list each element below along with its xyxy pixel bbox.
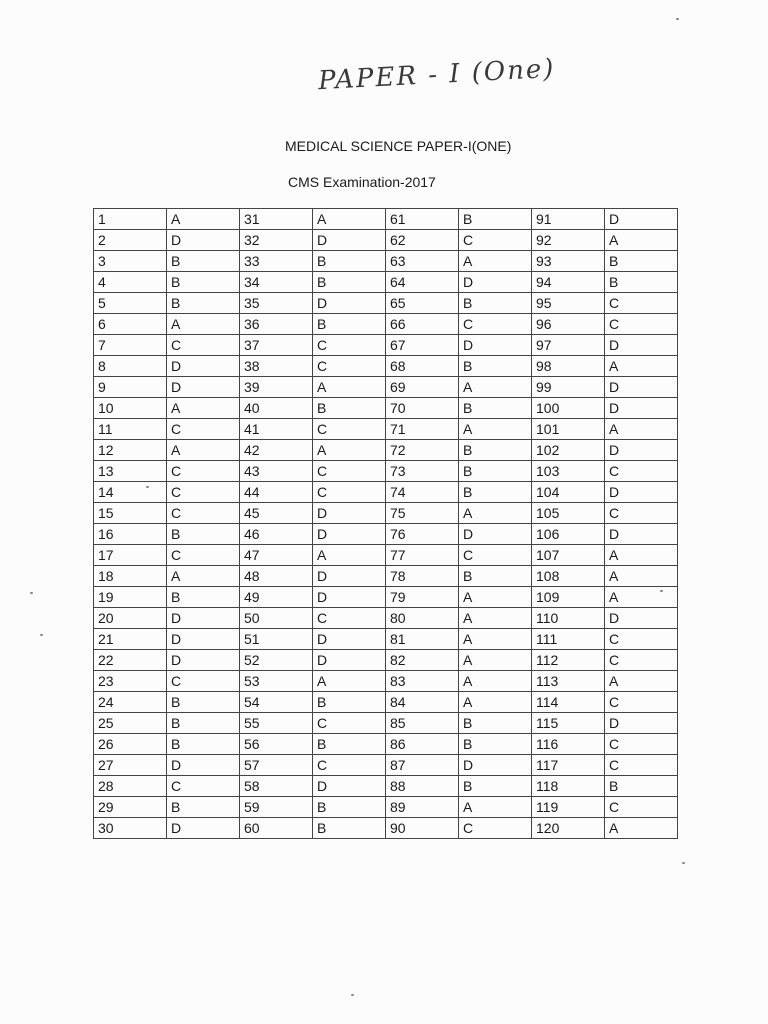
answer-cell: D [167, 755, 240, 776]
question-number-cell: 5 [94, 293, 167, 314]
answer-cell: B [459, 461, 532, 482]
question-number-cell: 81 [386, 629, 459, 650]
question-number-cell: 2 [94, 230, 167, 251]
answer-cell: C [605, 692, 678, 713]
question-number-cell: 90 [386, 818, 459, 839]
question-number-cell: 28 [94, 776, 167, 797]
question-number-cell: 68 [386, 356, 459, 377]
answer-cell: C [167, 461, 240, 482]
table-row [94, 797, 678, 818]
question-number-cell: 95 [532, 293, 605, 314]
table-row [94, 440, 678, 461]
question-number-cell: 61 [386, 209, 459, 230]
question-number-cell: 50 [240, 608, 313, 629]
answer-cell: A [313, 545, 386, 566]
question-number-cell: 117 [532, 755, 605, 776]
answer-cell: A [605, 545, 678, 566]
question-number-cell: 29 [94, 797, 167, 818]
answer-cell: D [605, 482, 678, 503]
table-row [94, 545, 678, 566]
question-number-cell: 22 [94, 650, 167, 671]
answer-cell: C [605, 755, 678, 776]
question-number-cell: 45 [240, 503, 313, 524]
question-number-cell: 107 [532, 545, 605, 566]
answer-key-body [94, 209, 678, 839]
question-number-cell: 4 [94, 272, 167, 293]
answer-cell: C [313, 461, 386, 482]
answer-cell: B [313, 272, 386, 293]
answer-cell: C [605, 314, 678, 335]
answer-cell: C [167, 503, 240, 524]
question-number-cell: 6 [94, 314, 167, 335]
handwritten-heading: PAPER - I (One) [317, 53, 557, 97]
question-number-cell: 71 [386, 419, 459, 440]
question-number-cell: 49 [240, 587, 313, 608]
question-number-cell: 70 [386, 398, 459, 419]
question-number-cell: 110 [532, 608, 605, 629]
answer-cell: D [605, 608, 678, 629]
answer-cell: B [313, 398, 386, 419]
question-number-cell: 20 [94, 608, 167, 629]
answer-cell: A [167, 314, 240, 335]
question-number-cell: 42 [240, 440, 313, 461]
question-number-cell: 97 [532, 335, 605, 356]
answer-cell: C [313, 335, 386, 356]
answer-cell: D [313, 524, 386, 545]
question-number-cell: 13 [94, 461, 167, 482]
answer-cell: D [605, 440, 678, 461]
answer-cell: A [167, 566, 240, 587]
answer-cell: D [459, 335, 532, 356]
answer-cell: C [605, 629, 678, 650]
question-number-cell: 32 [240, 230, 313, 251]
question-number-cell: 36 [240, 314, 313, 335]
scan-speck [40, 634, 43, 636]
question-number-cell: 73 [386, 461, 459, 482]
answer-cell: B [167, 587, 240, 608]
table-row [94, 335, 678, 356]
question-number-cell: 96 [532, 314, 605, 335]
question-number-cell: 52 [240, 650, 313, 671]
question-number-cell: 3 [94, 251, 167, 272]
question-number-cell: 109 [532, 587, 605, 608]
answer-cell: B [167, 713, 240, 734]
table-row [94, 566, 678, 587]
answer-cell: D [313, 776, 386, 797]
answer-cell: B [459, 356, 532, 377]
answer-cell: D [167, 650, 240, 671]
answer-cell: A [605, 566, 678, 587]
question-number-cell: 60 [240, 818, 313, 839]
answer-cell: B [459, 398, 532, 419]
question-number-cell: 12 [94, 440, 167, 461]
answer-cell: C [167, 419, 240, 440]
question-number-cell: 108 [532, 566, 605, 587]
answer-cell: A [167, 398, 240, 419]
question-number-cell: 53 [240, 671, 313, 692]
question-number-cell: 9 [94, 377, 167, 398]
scan-speck [676, 18, 679, 20]
table-row [94, 251, 678, 272]
answer-cell: B [313, 818, 386, 839]
answer-cell: D [605, 713, 678, 734]
question-number-cell: 15 [94, 503, 167, 524]
table-row [94, 692, 678, 713]
answer-cell: D [459, 524, 532, 545]
question-number-cell: 62 [386, 230, 459, 251]
table-row [94, 398, 678, 419]
answer-cell: B [313, 692, 386, 713]
answer-cell: C [167, 776, 240, 797]
question-number-cell: 100 [532, 398, 605, 419]
answer-cell: A [459, 251, 532, 272]
document-title: MEDICAL SCIENCE PAPER-I(ONE) [285, 138, 512, 154]
table-row [94, 314, 678, 335]
question-number-cell: 80 [386, 608, 459, 629]
answer-cell: B [313, 251, 386, 272]
answer-cell: C [459, 314, 532, 335]
answer-cell: A [313, 209, 386, 230]
question-number-cell: 34 [240, 272, 313, 293]
answer-cell: A [459, 587, 532, 608]
table-row [94, 713, 678, 734]
answer-cell: C [313, 356, 386, 377]
answer-cell: C [605, 503, 678, 524]
question-number-cell: 103 [532, 461, 605, 482]
answer-cell: B [459, 713, 532, 734]
answer-cell: D [605, 209, 678, 230]
question-number-cell: 58 [240, 776, 313, 797]
answer-cell: B [313, 314, 386, 335]
answer-cell: A [605, 587, 678, 608]
question-number-cell: 18 [94, 566, 167, 587]
question-number-cell: 8 [94, 356, 167, 377]
answer-cell: C [605, 293, 678, 314]
question-number-cell: 10 [94, 398, 167, 419]
question-number-cell: 105 [532, 503, 605, 524]
question-number-cell: 69 [386, 377, 459, 398]
question-number-cell: 65 [386, 293, 459, 314]
question-number-cell: 55 [240, 713, 313, 734]
answer-cell: D [167, 629, 240, 650]
table-row [94, 671, 678, 692]
question-number-cell: 99 [532, 377, 605, 398]
answer-cell: B [167, 251, 240, 272]
answer-cell: A [313, 440, 386, 461]
answer-cell: D [605, 377, 678, 398]
scan-speck [146, 486, 149, 488]
question-number-cell: 46 [240, 524, 313, 545]
answer-cell: A [167, 440, 240, 461]
table-row [94, 755, 678, 776]
answer-cell: B [167, 272, 240, 293]
answer-cell: D [167, 818, 240, 839]
answer-cell: B [167, 692, 240, 713]
question-number-cell: 112 [532, 650, 605, 671]
question-number-cell: 59 [240, 797, 313, 818]
question-number-cell: 26 [94, 734, 167, 755]
answer-cell: D [605, 398, 678, 419]
answer-cell: C [605, 797, 678, 818]
question-number-cell: 35 [240, 293, 313, 314]
question-number-cell: 82 [386, 650, 459, 671]
table-row [94, 734, 678, 755]
question-number-cell: 79 [386, 587, 459, 608]
question-number-cell: 47 [240, 545, 313, 566]
answer-cell: B [167, 524, 240, 545]
answer-cell: B [459, 776, 532, 797]
answer-cell: B [605, 272, 678, 293]
answer-cell: B [167, 293, 240, 314]
answer-cell: B [605, 776, 678, 797]
question-number-cell: 91 [532, 209, 605, 230]
answer-cell: A [313, 377, 386, 398]
answer-cell: A [605, 818, 678, 839]
question-number-cell: 93 [532, 251, 605, 272]
scan-speck [30, 592, 33, 594]
answer-cell: A [605, 356, 678, 377]
scan-speck [682, 862, 685, 864]
answer-cell: C [313, 755, 386, 776]
table-row [94, 776, 678, 797]
question-number-cell: 7 [94, 335, 167, 356]
answer-cell: D [459, 272, 532, 293]
question-number-cell: 31 [240, 209, 313, 230]
answer-cell: D [313, 650, 386, 671]
scan-speck [660, 590, 663, 592]
answer-cell: C [313, 608, 386, 629]
scan-speck [351, 994, 354, 996]
question-number-cell: 77 [386, 545, 459, 566]
answer-cell: D [605, 335, 678, 356]
question-number-cell: 40 [240, 398, 313, 419]
question-number-cell: 114 [532, 692, 605, 713]
question-number-cell: 111 [532, 629, 605, 650]
question-number-cell: 11 [94, 419, 167, 440]
answer-cell: C [605, 650, 678, 671]
table-row [94, 419, 678, 440]
answer-cell: A [459, 608, 532, 629]
answer-cell: C [459, 230, 532, 251]
answer-cell: B [459, 209, 532, 230]
question-number-cell: 38 [240, 356, 313, 377]
answer-cell: A [459, 650, 532, 671]
answer-cell: A [605, 419, 678, 440]
answer-cell: A [459, 629, 532, 650]
question-number-cell: 48 [240, 566, 313, 587]
answer-cell: C [313, 713, 386, 734]
answer-cell: A [459, 671, 532, 692]
answer-cell: A [459, 419, 532, 440]
answer-cell: B [459, 293, 532, 314]
answer-cell: C [459, 818, 532, 839]
question-number-cell: 1 [94, 209, 167, 230]
question-number-cell: 27 [94, 755, 167, 776]
answer-cell: B [167, 734, 240, 755]
question-number-cell: 85 [386, 713, 459, 734]
question-number-cell: 66 [386, 314, 459, 335]
question-number-cell: 67 [386, 335, 459, 356]
answer-cell: B [459, 482, 532, 503]
question-number-cell: 39 [240, 377, 313, 398]
question-number-cell: 98 [532, 356, 605, 377]
question-number-cell: 78 [386, 566, 459, 587]
question-number-cell: 101 [532, 419, 605, 440]
answer-cell: D [167, 377, 240, 398]
table-row [94, 461, 678, 482]
answer-cell: C [313, 482, 386, 503]
table-row [94, 503, 678, 524]
table-row [94, 482, 678, 503]
answer-cell: A [459, 692, 532, 713]
question-number-cell: 89 [386, 797, 459, 818]
answer-cell: D [605, 524, 678, 545]
answer-cell: B [459, 566, 532, 587]
question-number-cell: 16 [94, 524, 167, 545]
answer-cell: D [313, 629, 386, 650]
question-number-cell: 118 [532, 776, 605, 797]
question-number-cell: 120 [532, 818, 605, 839]
table-row [94, 608, 678, 629]
table-row [94, 587, 678, 608]
question-number-cell: 56 [240, 734, 313, 755]
question-number-cell: 25 [94, 713, 167, 734]
question-number-cell: 41 [240, 419, 313, 440]
question-number-cell: 83 [386, 671, 459, 692]
question-number-cell: 113 [532, 671, 605, 692]
answer-cell: D [459, 755, 532, 776]
question-number-cell: 84 [386, 692, 459, 713]
question-number-cell: 88 [386, 776, 459, 797]
table-row [94, 272, 678, 293]
table-row [94, 524, 678, 545]
question-number-cell: 19 [94, 587, 167, 608]
answer-cell: D [313, 566, 386, 587]
question-number-cell: 54 [240, 692, 313, 713]
question-number-cell: 51 [240, 629, 313, 650]
table-row [94, 650, 678, 671]
answer-cell: B [459, 440, 532, 461]
question-number-cell: 115 [532, 713, 605, 734]
question-number-cell: 64 [386, 272, 459, 293]
question-number-cell: 87 [386, 755, 459, 776]
question-number-cell: 75 [386, 503, 459, 524]
answer-cell: C [605, 461, 678, 482]
answer-cell: B [313, 734, 386, 755]
question-number-cell: 21 [94, 629, 167, 650]
question-number-cell: 63 [386, 251, 459, 272]
answer-cell: C [167, 545, 240, 566]
answer-cell: D [167, 356, 240, 377]
question-number-cell: 43 [240, 461, 313, 482]
answer-cell: D [313, 293, 386, 314]
table-row [94, 356, 678, 377]
question-number-cell: 104 [532, 482, 605, 503]
table-row [94, 377, 678, 398]
answer-cell: D [167, 608, 240, 629]
question-number-cell: 57 [240, 755, 313, 776]
question-number-cell: 119 [532, 797, 605, 818]
question-number-cell: 86 [386, 734, 459, 755]
answer-cell: D [313, 587, 386, 608]
question-number-cell: 72 [386, 440, 459, 461]
question-number-cell: 30 [94, 818, 167, 839]
answer-cell: D [313, 230, 386, 251]
answer-key-table [93, 208, 678, 839]
question-number-cell: 24 [94, 692, 167, 713]
question-number-cell: 33 [240, 251, 313, 272]
answer-cell: B [605, 251, 678, 272]
answer-cell: C [459, 545, 532, 566]
question-number-cell: 44 [240, 482, 313, 503]
answer-cell: A [167, 209, 240, 230]
question-number-cell: 76 [386, 524, 459, 545]
answer-cell: B [167, 797, 240, 818]
question-number-cell: 116 [532, 734, 605, 755]
question-number-cell: 106 [532, 524, 605, 545]
table-row [94, 293, 678, 314]
answer-cell: A [459, 797, 532, 818]
question-number-cell: 74 [386, 482, 459, 503]
answer-cell: D [313, 503, 386, 524]
table-row [94, 818, 678, 839]
question-number-cell: 37 [240, 335, 313, 356]
answer-cell: C [313, 419, 386, 440]
answer-cell: A [459, 377, 532, 398]
answer-cell: B [459, 734, 532, 755]
answer-cell: C [605, 734, 678, 755]
question-number-cell: 102 [532, 440, 605, 461]
answer-cell: A [313, 671, 386, 692]
document-subtitle: CMS Examination-2017 [288, 174, 436, 190]
question-number-cell: 92 [532, 230, 605, 251]
answer-cell: C [167, 671, 240, 692]
answer-cell: C [167, 482, 240, 503]
answer-cell: A [459, 503, 532, 524]
question-number-cell: 23 [94, 671, 167, 692]
answer-cell: D [167, 230, 240, 251]
question-number-cell: 17 [94, 545, 167, 566]
answer-cell: A [605, 230, 678, 251]
table-row [94, 209, 678, 230]
answer-cell: A [605, 671, 678, 692]
answer-cell: C [167, 335, 240, 356]
question-number-cell: 14 [94, 482, 167, 503]
question-number-cell: 94 [532, 272, 605, 293]
table-row [94, 230, 678, 251]
answer-cell: B [313, 797, 386, 818]
table-row [94, 629, 678, 650]
